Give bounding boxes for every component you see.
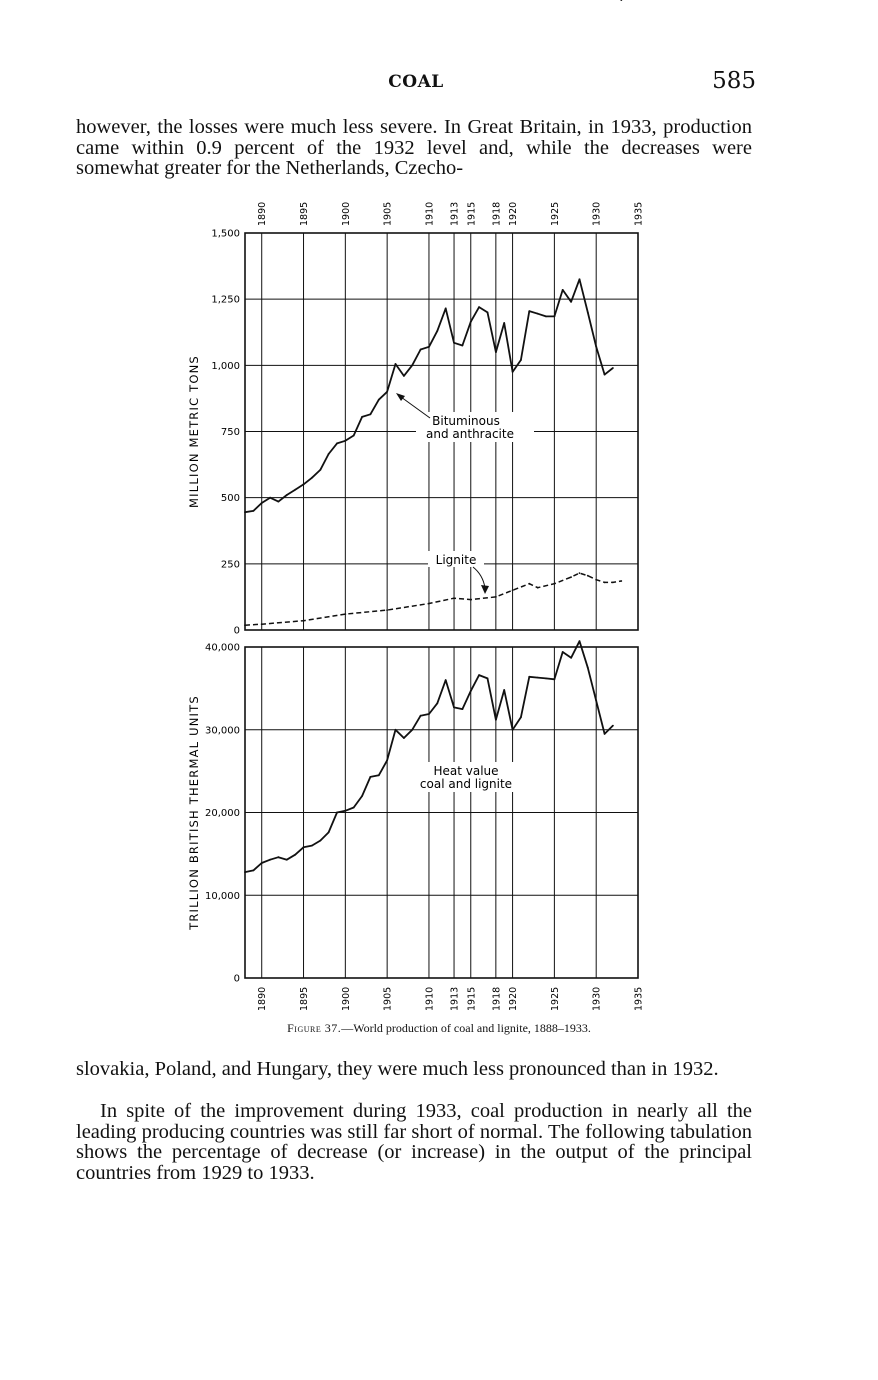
- x-tick-label: 1930: [591, 201, 603, 226]
- data-point: [478, 674, 480, 676]
- data-point: [620, 580, 622, 582]
- data-point: [562, 651, 564, 653]
- data-point: [445, 308, 447, 310]
- data-point: [570, 301, 572, 303]
- data-point: [595, 346, 597, 348]
- data-point: [595, 700, 597, 702]
- data-point: [261, 862, 263, 864]
- running-title: COAL: [388, 72, 444, 92]
- data-point: [253, 510, 255, 512]
- data-point: [620, 0, 622, 1]
- data-point: [495, 351, 497, 353]
- annotation-arrow: [473, 567, 485, 588]
- axis-tick-labels: [187, 202, 645, 1011]
- data-point: [554, 316, 556, 318]
- y-tick-label: 30,000: [205, 725, 240, 737]
- data-point: [528, 310, 530, 312]
- data-point: [286, 494, 288, 496]
- data-point: [244, 871, 246, 873]
- x-tick-label: 1918: [491, 201, 503, 226]
- chart-annotations: [396, 393, 534, 792]
- data-point: [378, 399, 380, 401]
- y-tick-label: 0: [233, 625, 240, 637]
- y-tick-label: 20,000: [205, 808, 240, 819]
- x-tick-label: 1915: [466, 201, 478, 226]
- data-point: [478, 306, 480, 308]
- data-point: [520, 359, 522, 361]
- data-point: [370, 776, 372, 778]
- data-point: [604, 733, 606, 735]
- data-point: [428, 603, 430, 605]
- data-point: [579, 278, 581, 280]
- data-point: [311, 477, 313, 479]
- x-tick-label: 1920: [508, 986, 520, 1011]
- x-tick-label: 1913: [449, 201, 461, 226]
- y-tick-label: 10,000: [205, 890, 240, 902]
- data-point: [344, 810, 346, 812]
- y-axis-label: MILLION METRIC TONS: [187, 355, 201, 508]
- data-point: [403, 375, 405, 377]
- data-point: [528, 583, 530, 585]
- data-point: [612, 582, 614, 584]
- x-tick-label: 1930: [591, 986, 603, 1011]
- data-point: [403, 737, 405, 739]
- data-point: [436, 702, 438, 704]
- data-point: [253, 870, 255, 872]
- data-point: [470, 690, 472, 692]
- data-point: [470, 599, 472, 601]
- data-point: [487, 312, 489, 314]
- x-tick-label: 1890: [257, 986, 269, 1011]
- data-point: [545, 678, 547, 680]
- chart-grid: [245, 233, 638, 978]
- data-point: [503, 689, 505, 691]
- data-point: [353, 807, 355, 809]
- data-point: [269, 859, 271, 861]
- data-point: [445, 679, 447, 681]
- data-point: [395, 363, 397, 365]
- data-point: [420, 715, 422, 717]
- data-point: [570, 657, 572, 659]
- data-point: [328, 453, 330, 455]
- data-point: [579, 572, 581, 574]
- data-point: [361, 416, 363, 418]
- x-tick-label: 1920: [508, 201, 520, 226]
- annotation-lignite: Lignite: [435, 553, 477, 567]
- data-point: [579, 640, 581, 642]
- annotation-bituminous: Bituminous and anthracite: [426, 414, 514, 441]
- data-point: [604, 374, 606, 376]
- data-point: [595, 579, 597, 581]
- data-point: [286, 859, 288, 861]
- data-point: [336, 443, 338, 445]
- x-tick-label: 1913: [449, 986, 461, 1011]
- figure-caption-text: —World production of coal and lignite, 1888–1933.: [341, 1021, 591, 1035]
- y-tick-label: 1,250: [211, 294, 240, 306]
- data-point: [587, 667, 589, 669]
- data-point: [261, 623, 263, 625]
- data-point: [512, 729, 514, 731]
- data-point: [411, 364, 413, 366]
- arrow-head-icon: [481, 585, 489, 594]
- body-paragraph: however, the losses were much less severe. In Great Britain, in 1933, production came within 0.9 percent of the 1932 level and, while the decreases were somewhat greater for the Netherlands, Czecho-: [76, 116, 752, 180]
- data-point: [370, 413, 372, 415]
- data-point: [612, 725, 614, 727]
- data-point: [303, 620, 305, 622]
- y-tick-label: 1,000: [211, 360, 240, 372]
- y-tick-label: 750: [220, 427, 240, 438]
- x-tick-label: 1910: [424, 986, 436, 1011]
- data-point: [344, 613, 346, 615]
- y-tick-label: 250: [220, 559, 240, 571]
- data-point: [570, 576, 572, 578]
- body-paragraph: slovakia, Poland, and Hungary, they were much less pronounced than in 1932.: [76, 1058, 719, 1080]
- x-tick-label: 1915: [466, 986, 478, 1011]
- data-point: [462, 345, 464, 347]
- data-point: [604, 582, 606, 584]
- y-axis-label: TRILLION BRITISH THERMAL UNITS: [187, 695, 201, 930]
- data-point: [612, 367, 614, 369]
- data-point: [361, 795, 363, 797]
- annotation-arrow: [401, 397, 430, 418]
- data-point: [545, 316, 547, 318]
- y-tick-label: 500: [220, 493, 240, 505]
- series-line-lignite: [245, 573, 621, 625]
- data-point: [512, 589, 514, 591]
- x-tick-label: 1925: [549, 986, 561, 1011]
- data-point: [428, 713, 430, 715]
- x-tick-label: 1910: [424, 201, 436, 226]
- data-point: [537, 313, 539, 315]
- data-point: [562, 289, 564, 291]
- data-point: [537, 677, 539, 679]
- x-tick-label: 1900: [340, 201, 352, 226]
- x-tick-label: 1905: [382, 201, 394, 226]
- y-tick-label: 1,500: [211, 228, 240, 240]
- data-point: [503, 322, 505, 324]
- data-point: [395, 729, 397, 731]
- data-point: [453, 597, 455, 599]
- x-tick-label: 1895: [299, 986, 311, 1011]
- data-point: [303, 484, 305, 486]
- x-tick-label: 1935: [633, 201, 645, 226]
- data-point: [436, 330, 438, 332]
- data-point: [428, 346, 430, 348]
- data-point: [303, 846, 305, 848]
- data-point: [453, 707, 455, 709]
- data-point: [278, 856, 280, 858]
- data-point: [420, 349, 422, 351]
- data-point: [554, 583, 556, 585]
- data-point: [520, 716, 522, 718]
- figure-caption-label: Figure 37.: [287, 1021, 342, 1035]
- data-point: [378, 774, 380, 776]
- x-tick-label: 1918: [491, 986, 503, 1011]
- data-point: [495, 596, 497, 598]
- data-point: [319, 840, 321, 842]
- x-tick-label: 1890: [257, 201, 269, 226]
- data-point: [328, 832, 330, 834]
- data-point: [528, 676, 530, 678]
- data-point: [537, 587, 539, 589]
- data-point: [336, 812, 338, 814]
- data-point: [587, 575, 589, 577]
- data-point: [453, 342, 455, 344]
- data-point: [587, 312, 589, 314]
- figure-caption: [0, 1021, 878, 1036]
- data-point: [495, 719, 497, 721]
- data-point: [462, 708, 464, 710]
- y-tick-label: 0: [233, 973, 240, 985]
- data-point: [411, 729, 413, 731]
- data-point: [470, 321, 472, 323]
- arrow-head-icon: [396, 393, 405, 401]
- data-point: [269, 497, 271, 499]
- x-tick-label: 1935: [633, 986, 645, 1011]
- data-point: [344, 440, 346, 442]
- body-paragraph: In spite of the improvement during 1933, coal production in nearly all the leading producing countries was still far short of normal. The following tabulation shows the percentage of decrease (or increase) in the output of the principal countries from 1929 to 1933.: [76, 1100, 752, 1184]
- x-tick-label: 1905: [382, 986, 394, 1011]
- data-point: [244, 511, 246, 513]
- x-tick-label: 1895: [299, 201, 311, 226]
- x-tick-label: 1900: [340, 986, 352, 1011]
- page-number: 585: [712, 68, 756, 94]
- x-tick-label: 1925: [549, 201, 561, 226]
- data-point: [386, 391, 388, 393]
- data-point: [386, 760, 388, 762]
- data-point: [294, 489, 296, 491]
- data-point: [512, 371, 514, 373]
- data-point: [261, 502, 263, 504]
- annotation-heat-value: Heat value: [433, 764, 499, 778]
- data-point: [353, 435, 355, 437]
- data-point: [278, 501, 280, 503]
- data-point: [386, 609, 388, 611]
- data-point: [487, 678, 489, 680]
- y-tick-label: 40,000: [205, 642, 240, 654]
- data-point: [319, 469, 321, 471]
- data-point: [554, 678, 556, 680]
- data-point: [311, 845, 313, 847]
- data-point: [244, 624, 246, 626]
- data-point: [294, 854, 296, 856]
- annotation-coal-lignite: coal and lignite: [419, 777, 513, 791]
